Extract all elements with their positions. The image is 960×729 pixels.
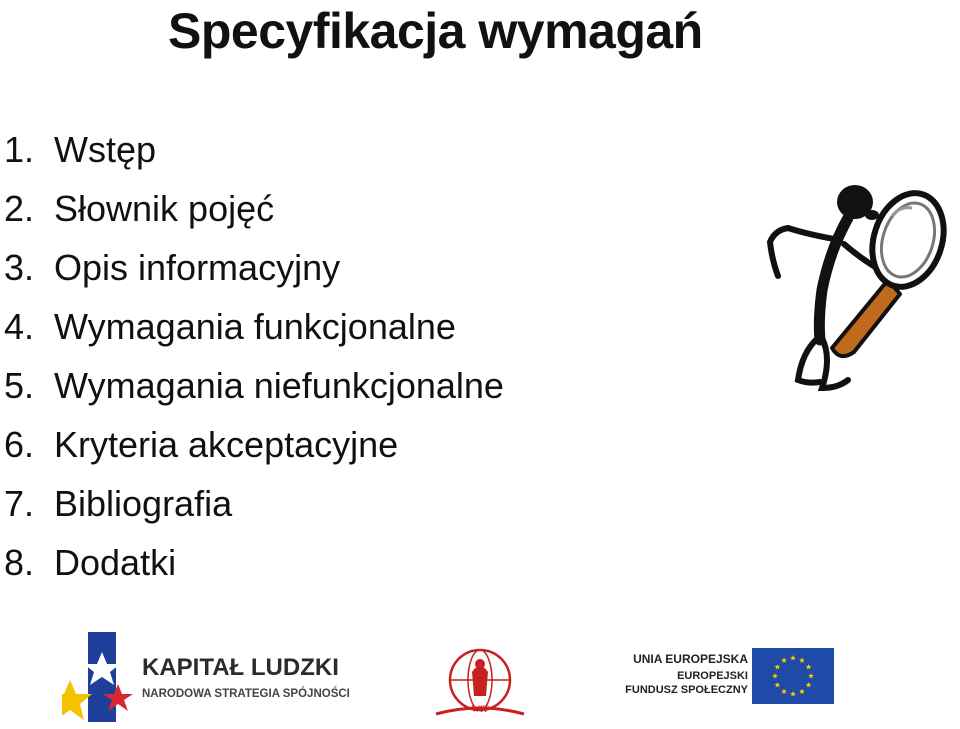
footer-logos bbox=[0, 620, 960, 726]
item-number: 1. bbox=[4, 128, 35, 170]
list-item bbox=[4, 415, 504, 474]
item-number: 6. bbox=[4, 423, 35, 465]
wit-emblem-icon bbox=[430, 642, 530, 724]
wit-logo bbox=[430, 642, 530, 724]
item-text: Dodatki bbox=[54, 541, 177, 583]
eu-flag-icon bbox=[752, 648, 834, 704]
eu-fund-line2: FUNDUSZ SPOŁECZNY bbox=[625, 684, 748, 696]
list-item bbox=[4, 474, 504, 533]
item-text: Wymagania niefunkcjonalne bbox=[54, 364, 504, 406]
kapital-ludzki-star-icon bbox=[62, 632, 138, 724]
item-number: 5. bbox=[4, 364, 35, 406]
list-item bbox=[4, 297, 504, 356]
item-text: Kryteria akceptacyjne bbox=[54, 423, 399, 465]
wit-label: WIT bbox=[471, 704, 489, 714]
eu-fund-line1: EUROPEJSKI bbox=[677, 670, 748, 682]
magnifying-glass-figure-icon bbox=[760, 180, 950, 395]
kapital-ludzki-logo bbox=[62, 632, 362, 724]
item-number: 4. bbox=[4, 305, 35, 347]
list-item bbox=[4, 179, 504, 238]
eu-logo bbox=[625, 648, 840, 708]
kapital-ludzki-title: KAPITAŁ LUDZKI bbox=[142, 654, 339, 681]
item-number: 2. bbox=[4, 187, 35, 229]
list-item bbox=[4, 356, 504, 415]
item-text: Wymagania funkcjonalne bbox=[54, 305, 456, 347]
item-number: 8. bbox=[4, 541, 35, 583]
list-item bbox=[4, 238, 504, 297]
eu-union-text: UNIA EUROPEJSKA bbox=[633, 652, 748, 666]
slide-title: Specyfikacja wymagań bbox=[168, 3, 703, 59]
list-item bbox=[4, 533, 504, 592]
item-text: Wstęp bbox=[54, 128, 157, 170]
list-item bbox=[4, 120, 504, 179]
item-number: 3. bbox=[4, 246, 35, 288]
item-text: Słownik pojęć bbox=[54, 187, 275, 229]
kapital-ludzki-subtitle: NARODOWA STRATEGIA SPÓJNOŚCI bbox=[142, 688, 350, 700]
item-text: Opis informacyjny bbox=[54, 246, 341, 288]
item-text: Bibliografia bbox=[54, 482, 233, 524]
item-number: 7. bbox=[4, 482, 35, 524]
contents-list bbox=[4, 120, 504, 592]
